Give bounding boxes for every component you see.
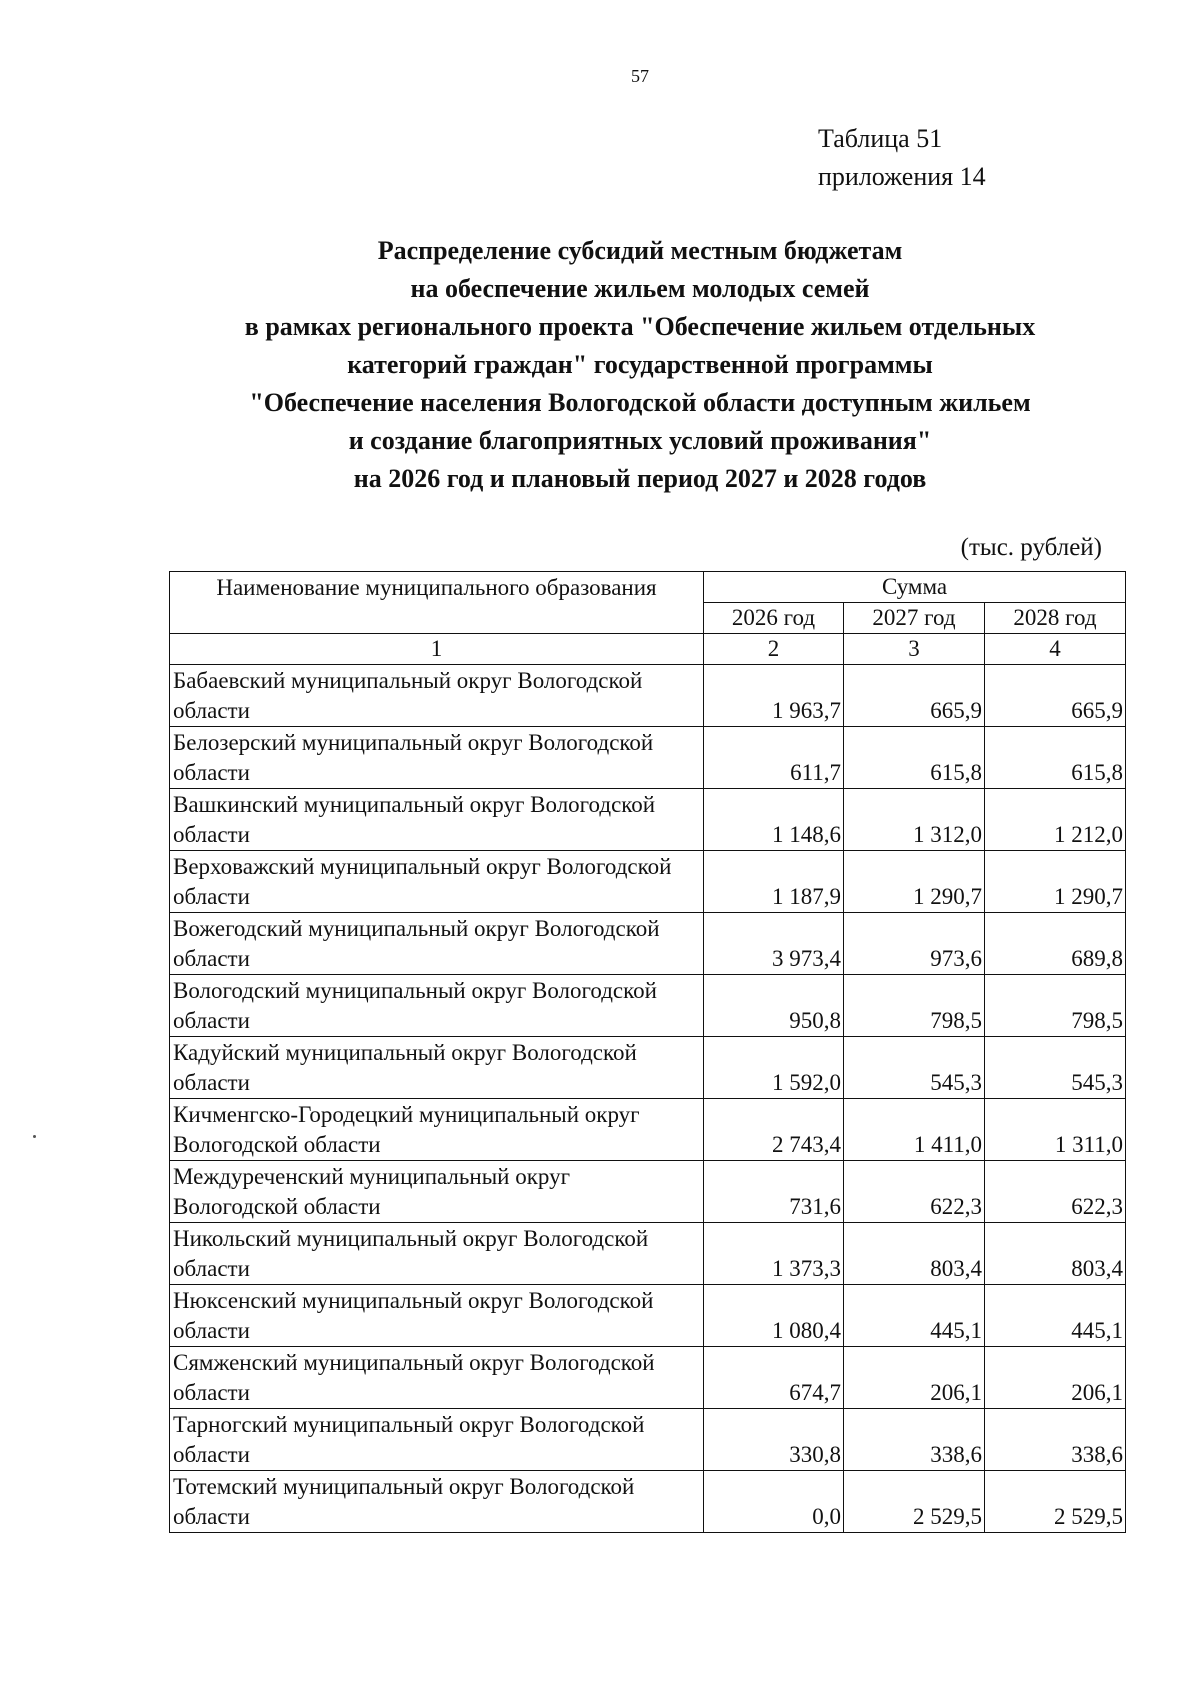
municipality-name-cell bbox=[170, 1471, 704, 1533]
header-year-2026: 2026 год bbox=[704, 603, 844, 634]
amount-2028-cell: 206,1 bbox=[985, 1347, 1126, 1409]
municipality-name-line-2: области bbox=[173, 1318, 250, 1343]
title-line: Распределение субсидий местным бюджетам bbox=[377, 236, 903, 265]
table-row bbox=[170, 1347, 1126, 1409]
municipality-name-line-1: Кадуйский муниципальный округ Вологодской bbox=[173, 1040, 637, 1065]
amount-2028-cell: 622,3 bbox=[985, 1161, 1126, 1223]
amount-2027-cell: 2 529,5 bbox=[844, 1471, 985, 1533]
document-title bbox=[140, 232, 1140, 498]
amount-2028-cell: 615,8 bbox=[985, 727, 1126, 789]
municipality-name-line-2: области bbox=[173, 884, 250, 909]
municipality-name-cell bbox=[170, 1161, 704, 1223]
amount-2028-cell: 338,6 bbox=[985, 1409, 1126, 1471]
title-line: категорий граждан" государственной программы bbox=[347, 350, 933, 379]
column-number: 4 bbox=[985, 634, 1126, 665]
amount-2028-cell: 545,3 bbox=[985, 1037, 1126, 1099]
amount-2026-cell: 611,7 bbox=[704, 727, 844, 789]
amount-2026-cell: 0,0 bbox=[704, 1471, 844, 1533]
municipality-name-line-1: Вашкинский муниципальный округ Вологодской bbox=[173, 792, 656, 817]
municipality-name-line-2: области bbox=[173, 1070, 250, 1095]
municipality-name-line-2: области bbox=[173, 822, 250, 847]
amount-2027-cell: 206,1 bbox=[844, 1347, 985, 1409]
municipality-name-line-2: области bbox=[173, 1380, 250, 1405]
table-row bbox=[170, 1099, 1126, 1161]
amount-2026-cell: 674,7 bbox=[704, 1347, 844, 1409]
page-number: 57 bbox=[631, 66, 649, 86]
amount-2028-cell: 798,5 bbox=[985, 975, 1126, 1037]
municipality-name-cell bbox=[170, 851, 704, 913]
table-row bbox=[170, 913, 1126, 975]
municipality-name-line-1: Тотемский муниципальный округ Вологодской bbox=[173, 1474, 635, 1499]
municipality-name-cell bbox=[170, 1099, 704, 1161]
subsidy-table bbox=[169, 571, 1126, 1533]
municipality-name-cell bbox=[170, 665, 704, 727]
units-label: (тыс. рублей) bbox=[960, 534, 1102, 561]
title-line: в рамках регионального проекта "Обеспечение жильем отдельных bbox=[244, 312, 1036, 341]
municipality-name-cell bbox=[170, 1037, 704, 1099]
amount-2028-cell: 665,9 bbox=[985, 665, 1126, 727]
table-row bbox=[170, 1037, 1126, 1099]
amount-2026-cell: 3 973,4 bbox=[704, 913, 844, 975]
table-header-row bbox=[170, 572, 1126, 603]
title-line: "Обеспечение населения Вологодской области доступным жильем bbox=[249, 388, 1031, 417]
amount-2027-cell: 445,1 bbox=[844, 1285, 985, 1347]
municipality-name-line-1: Вожегодский муниципальный округ Вологодской bbox=[173, 916, 660, 941]
amount-2028-cell: 445,1 bbox=[985, 1285, 1126, 1347]
table-column-numbers-row bbox=[170, 634, 1126, 665]
municipality-name-line-1: Бабаевский муниципальный округ Вологодской bbox=[173, 668, 643, 693]
amount-2026-cell: 1 187,9 bbox=[704, 851, 844, 913]
amount-2027-cell: 1 411,0 bbox=[844, 1099, 985, 1161]
municipality-name-line-1: Никольский муниципальный округ Вологодской bbox=[173, 1226, 649, 1251]
municipality-name-cell bbox=[170, 1347, 704, 1409]
header-sum-cell: Сумма bbox=[704, 572, 1126, 603]
amount-2028-cell: 1 212,0 bbox=[985, 789, 1126, 851]
municipality-name-line-2: области bbox=[173, 1442, 250, 1467]
amount-2027-cell: 665,9 bbox=[844, 665, 985, 727]
municipality-name-line-2: Вологодской области bbox=[173, 1194, 381, 1219]
amount-2026-cell: 1 080,4 bbox=[704, 1285, 844, 1347]
column-number: 1 bbox=[170, 634, 704, 665]
amount-2026-cell: 1 963,7 bbox=[704, 665, 844, 727]
municipality-name-line-1: Верховажский муниципальный округ Вологодской bbox=[173, 854, 672, 879]
amount-2027-cell: 798,5 bbox=[844, 975, 985, 1037]
municipality-name-cell bbox=[170, 1223, 704, 1285]
municipality-name-line-2: области bbox=[173, 1008, 250, 1033]
amount-2026-cell: 731,6 bbox=[704, 1161, 844, 1223]
municipality-name-line-2: Вологодской области bbox=[173, 1132, 381, 1157]
scan-speck bbox=[33, 1135, 36, 1138]
table-row bbox=[170, 1285, 1126, 1347]
table-row bbox=[170, 1161, 1126, 1223]
municipality-name-line-2: области bbox=[173, 698, 250, 723]
table-row bbox=[170, 1409, 1126, 1471]
column-number: 2 bbox=[704, 634, 844, 665]
municipality-name-line-1: Вологодский муниципальный округ Вологодской bbox=[173, 978, 657, 1003]
table-ref-line-2: приложения 14 bbox=[818, 162, 986, 191]
amount-2028-cell: 803,4 bbox=[985, 1223, 1126, 1285]
amount-2028-cell: 689,8 bbox=[985, 913, 1126, 975]
municipality-name-line-1: Тарногский муниципальный округ Вологодской bbox=[173, 1412, 645, 1437]
table-row bbox=[170, 665, 1126, 727]
table-reference bbox=[818, 120, 986, 196]
amount-2026-cell: 1 592,0 bbox=[704, 1037, 844, 1099]
municipality-name-line-1: Междуреченский муниципальный округ bbox=[173, 1164, 571, 1189]
municipality-name-cell bbox=[170, 913, 704, 975]
municipality-name-cell bbox=[170, 789, 704, 851]
table-row bbox=[170, 1471, 1126, 1533]
municipality-name-line-2: области bbox=[173, 1256, 250, 1281]
amount-2027-cell: 973,6 bbox=[844, 913, 985, 975]
municipality-name-line-2: области bbox=[173, 760, 250, 785]
table-row bbox=[170, 789, 1126, 851]
municipality-name-line-1: Белозерский муниципальный округ Вологодской bbox=[173, 730, 654, 755]
amount-2026-cell: 1 148,6 bbox=[704, 789, 844, 851]
table-row bbox=[170, 975, 1126, 1037]
amount-2026-cell: 1 373,3 bbox=[704, 1223, 844, 1285]
amount-2027-cell: 1 312,0 bbox=[844, 789, 985, 851]
table-row bbox=[170, 727, 1126, 789]
title-line: на обеспечение жильем молодых семей bbox=[410, 274, 870, 303]
amount-2026-cell: 950,8 bbox=[704, 975, 844, 1037]
municipality-name-cell bbox=[170, 1285, 704, 1347]
amount-2026-cell: 330,8 bbox=[704, 1409, 844, 1471]
amount-2027-cell: 545,3 bbox=[844, 1037, 985, 1099]
municipality-name-line-1: Сямженский муниципальный округ Вологодской bbox=[173, 1350, 655, 1375]
table-ref-line-1: Таблица 51 bbox=[818, 124, 943, 153]
municipality-name-line-2: области bbox=[173, 1504, 250, 1529]
amount-2027-cell: 622,3 bbox=[844, 1161, 985, 1223]
table-row bbox=[170, 1223, 1126, 1285]
municipality-name-cell bbox=[170, 975, 704, 1037]
amount-2027-cell: 615,8 bbox=[844, 727, 985, 789]
amount-2028-cell: 2 529,5 bbox=[985, 1471, 1126, 1533]
title-line: и создание благоприятных условий проживания" bbox=[348, 426, 932, 455]
municipality-name-line-2: области bbox=[173, 946, 250, 971]
municipality-name-line-1: Кичменгско-Городецкий муниципальный округ bbox=[173, 1102, 640, 1127]
amount-2027-cell: 803,4 bbox=[844, 1223, 985, 1285]
header-year-2028: 2028 год bbox=[985, 603, 1126, 634]
municipality-name-cell bbox=[170, 727, 704, 789]
amount-2028-cell: 1 311,0 bbox=[985, 1099, 1126, 1161]
amount-2026-cell: 2 743,4 bbox=[704, 1099, 844, 1161]
amount-2027-cell: 338,6 bbox=[844, 1409, 985, 1471]
title-line: на 2026 год и плановый период 2027 и 2028 годов bbox=[353, 464, 927, 493]
amount-2028-cell: 1 290,7 bbox=[985, 851, 1126, 913]
column-number: 3 bbox=[844, 634, 985, 665]
municipality-name-line-1: Нюксенский муниципальный округ Вологодской bbox=[173, 1288, 654, 1313]
municipality-name-cell bbox=[170, 1409, 704, 1471]
header-name-cell: Наименование муниципального образования bbox=[170, 572, 704, 634]
table-row bbox=[170, 851, 1126, 913]
amount-2027-cell: 1 290,7 bbox=[844, 851, 985, 913]
header-year-2027: 2027 год bbox=[844, 603, 985, 634]
